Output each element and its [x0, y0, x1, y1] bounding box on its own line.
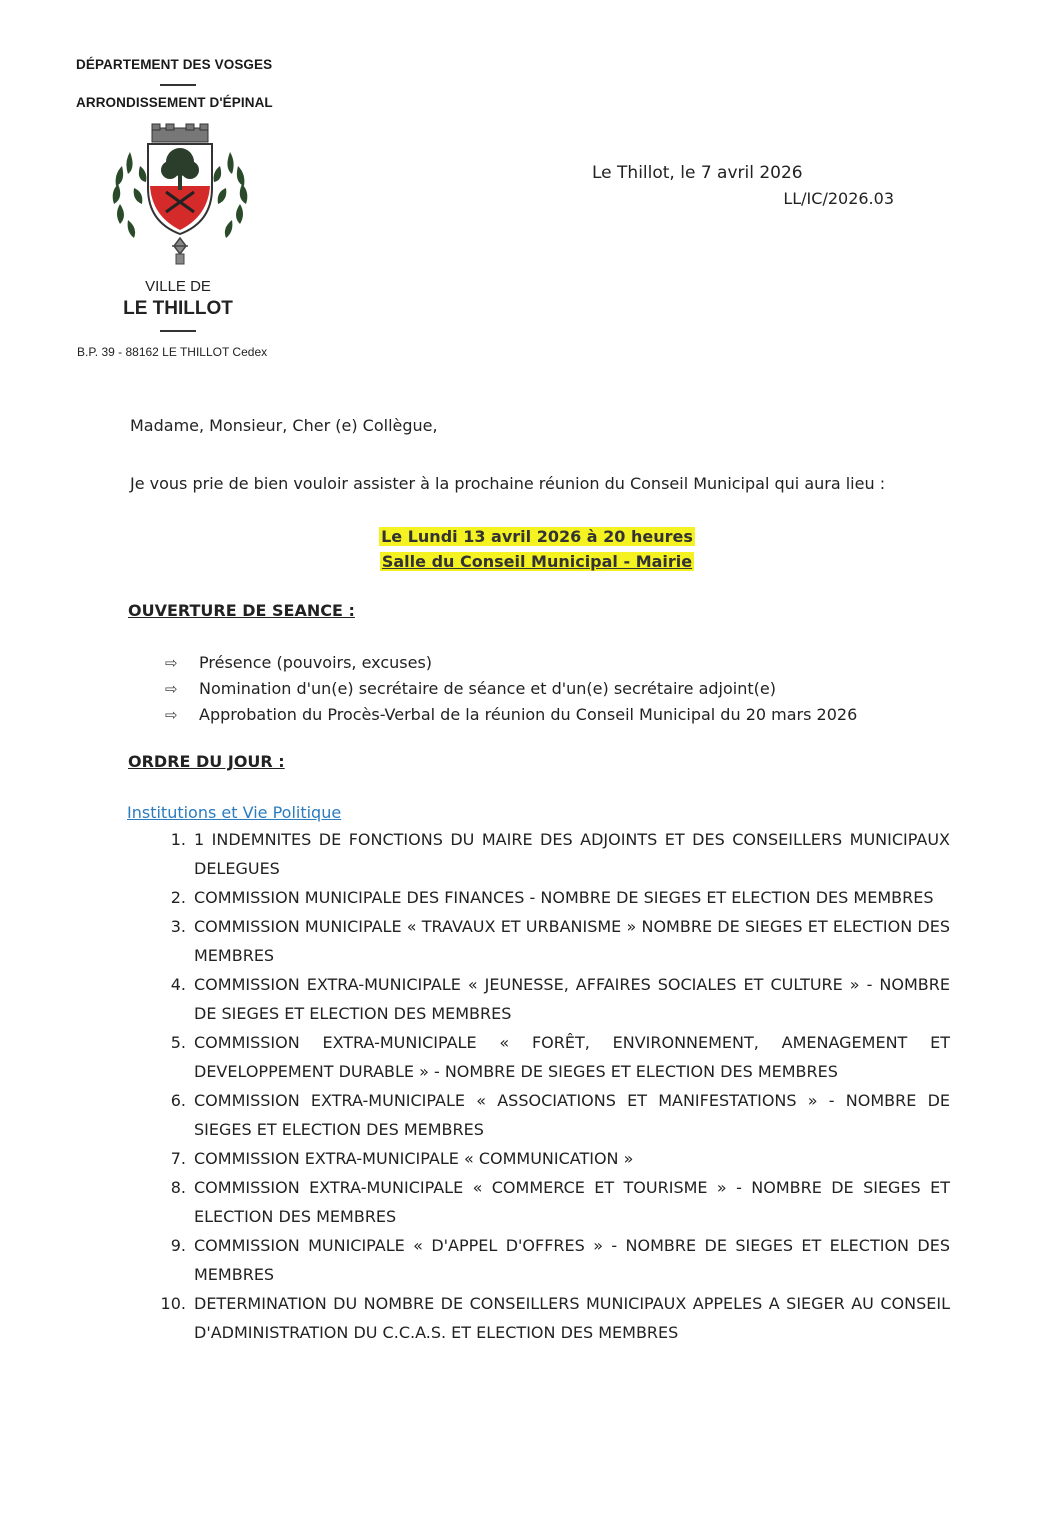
arrow-right-icon: ⇨: [165, 706, 178, 724]
invitation-text: Je vous prie de bien vouloir assister à la prochaine réunion du Conseil Municipal qui aura lieu :: [130, 474, 886, 493]
agenda-item: 6. COMMISSION EXTRA-MUNICIPALE « ASSOCIATIONS ET MANIFESTATIONS » - NOMBRE DE SIEGES ET ELECTION DES MEMBRES: [170, 1091, 950, 1139]
meeting-date: Le Lundi 13 avril 2026 à 20 heures: [381, 527, 693, 546]
coat-of-arms-logo: [100, 122, 260, 274]
reference-number: LL/IC/2026.03: [783, 189, 894, 208]
letter-date: Le Thillot, le 7 avril 2026: [592, 163, 803, 183]
agenda-item: 4. COMMISSION EXTRA-MUNICIPALE « JEUNESSE, AFFAIRES SOCIALES ET CULTURE » - NOMBRE DE SIEGES ET ELECTION DES MEMBRES: [170, 975, 950, 1023]
arrow-right-icon: ⇨: [165, 654, 178, 672]
agenda-list: [160, 825, 950, 1347]
arrow-right-icon: ⇨: [165, 680, 178, 698]
agenda-item: 2. COMMISSION MUNICIPALE DES FINANCES - NOMBRE DE SIEGES ET ELECTION DES MEMBRES: [170, 888, 934, 907]
agenda-item: 9. COMMISSION MUNICIPALE « D'APPEL D'OFFRES » - NOMBRE DE SIEGES ET ELECTION DES MEMBRES: [170, 1236, 950, 1284]
ville-de-label: VILLE DE: [145, 278, 211, 295]
list-item: ⇨ Présence (pouvoirs, excuses): [165, 650, 857, 676]
agenda-category: Institutions et Vie Politique: [127, 803, 342, 822]
opening-list: [165, 650, 857, 728]
list-item: ⇨ Nomination d'un(e) secrétaire de séance et d'un(e) secrétaire adjoint(e): [165, 676, 857, 702]
town-name: LE THILLOT: [123, 298, 233, 319]
list-item: ⇨ Approbation du Procès-Verbal de la réunion du Conseil Municipal du 20 mars 2026: [165, 702, 857, 728]
agenda-item: 8. COMMISSION EXTRA-MUNICIPALE « COMMERCE ET TOURISME » - NOMBRE DE SIEGES ET ELECTION DES MEMBRES: [170, 1178, 950, 1226]
postal-address: B.P. 39 - 88162 LE THILLOT Cedex: [77, 345, 268, 359]
divider: [160, 84, 196, 86]
agenda-item: 10. DETERMINATION DU NOMBRE DE CONSEILLERS MUNICIPAUX APPELES A SIEGER AU CONSEIL D'ADMINISTRATION DU C.C.A.S. ET ELECTION DES MEMBRES: [160, 1294, 950, 1342]
salutation: Madame, Monsieur, Cher (e) Collègue,: [130, 416, 438, 435]
divider: [160, 330, 196, 332]
agenda-item: 5. COMMISSION EXTRA-MUNICIPALE « FORÊT, ENVIRONNEMENT, AMENAGEMENT ET DEVELOPPEMENT DURABLE » - NOMBRE DE SIEGES ET ELECTION DES MEMBRES: [170, 1033, 950, 1081]
agenda-item: 1. 1 INDEMNITES DE FONCTIONS DU MAIRE DES ADJOINTS ET DES CONSEILLERS MUNICIPAUX DELEGUES: [170, 830, 950, 878]
arrondissement-label: ARRONDISSEMENT D'ÉPINAL: [76, 95, 273, 110]
opening-section-title: OUVERTURE DE SEANCE :: [128, 601, 355, 620]
department-label: DÉPARTEMENT DES VOSGES: [76, 57, 273, 72]
agenda-item: 3. COMMISSION MUNICIPALE « TRAVAUX ET URBANISME » NOMBRE DE SIEGES ET ELECTION DES MEMBRES: [170, 917, 950, 965]
meeting-place: Salle du Conseil Municipal - Mairie: [381, 552, 693, 571]
agenda-item: 7. COMMISSION EXTRA-MUNICIPALE « COMMUNICATION »: [170, 1149, 634, 1168]
agenda-section-title: ORDRE DU JOUR :: [128, 752, 285, 771]
